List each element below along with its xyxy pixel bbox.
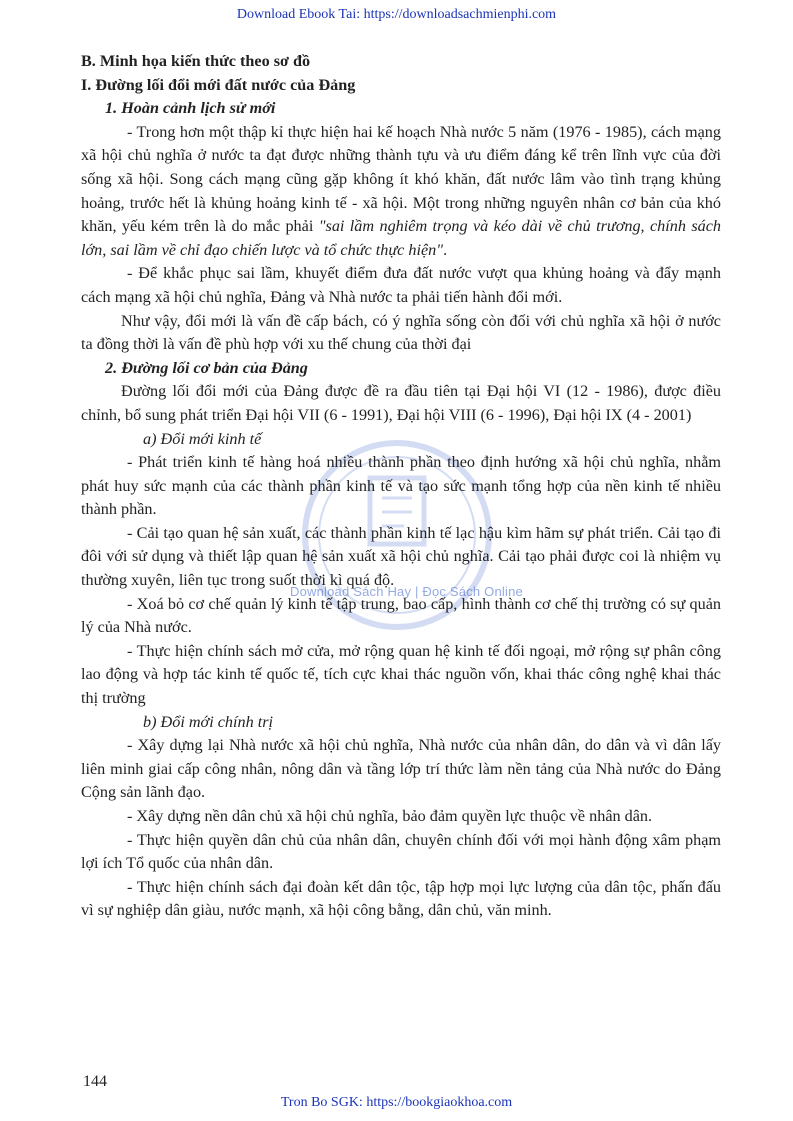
item-b1: - Xây dựng lại Nhà nước xã hội chủ nghĩa, Nhà nước của nhân dân, do dân và vì dân lấy liên minh giai cấp công nhân, nông dân và tầng lớp trí thức làm nền tảng của Nhà nước do Đảng Cộng sản lãnh đạo. [81,736,721,802]
part-title: I. Đường lối đổi mới đất nước của Đảng [81,75,356,94]
item-b3: - Thực hiện quyền dân chủ của nhân dân, chuyên chính đối với mọi hành động xâm phạm lợi ích Tổ quốc của nhân dân. [81,830,721,873]
section-title: B. Minh họa kiến thức theo sơ đồ [81,52,311,70]
paragraph-1-end: . [443,240,448,259]
subsection-title-1: 1. Hoàn cảnh lịch sử mới [105,99,276,118]
page-number: 144 [83,1073,107,1090]
item-a1: - Phát triển kinh tế hàng hoá nhiều thành phần theo định hướng xã hội chủ nghĩa, nhằm phát huy sức mạnh của các thành phần kinh tế và tạo sức mạnh tổng hợp của nền kinh tế nhiều thành phần. [81,453,721,519]
item-b2: - Xây dựng nền dân chủ xã hội chủ nghĩa, bảo đảm quyền lực thuộc về nhân dân. [127,807,653,825]
paragraph-1-quote: "sai lầm nghiêm trọng và kéo dài về chủ trương, chính sách lớn, sai lầm về chỉ đạo chiến lược và tổ chức thực hiện" [81,217,721,259]
subheading-b: b) Đổi mới chính trị [143,712,274,731]
watermark-text: Download Sách Hay | Đọc Sách Online [290,584,523,599]
item-b4: - Thực hiện chính sách đại đoàn kết dân tộc, tập hợp mọi lực lượng của dân tộc, phấn đấu vì sự nghiệp dân giàu, nước mạnh, xã hội công bằng, dân chủ, văn minh. [81,877,721,920]
paragraph-3: Như vậy, đổi mới là vấn đề cấp bách, có ý nghĩa sống còn đối với chủ nghĩa xã hội ở nước ta đồng thời là vấn đề phù hợp với xu thế chung của thời đại [81,311,721,354]
paragraph-1-text: - Trong hơn một thập kỉ thực hiện hai kế hoạch Nhà nước 5 năm (1976 - 1985), cách mạng xã hội chủ nghĩa ở nước ta đạt được những thành tựu và ưu điểm đáng kể trên lĩnh vực của đời sống xã hội. Song cách mạng cũng gặp không ít khó khăn, đất nước lâm vào tình trạng khủng hoảng, trước hết là khủng hoảng kinh tế - xã hội. Một trong những nguyên nhân cơ bản của khó khăn, yếu kém trên là do mắc phải [81,122,721,236]
paragraph-4: Đường lối đổi mới của Đảng được đề ra đầu tiên tại Đại hội VI (12 - 1986), được điều chỉnh, bổ sung phát triển Đại hội VII (6 - 1991), Đại hội VIII (6 - 1996), Đại hội IX (4 - 2001) [81,382,721,424]
footer-sgk-link[interactable]: Tron Bo SGK: https://bookgiaokhoa.com [280,1095,513,1110]
item-a4: - Thực hiện chính sách mở cửa, mở rộng quan hệ kinh tế đối ngoại, mở rộng sự phân công lao động và hợp tác kinh tế quốc tế, tích cực khai thác nguồn vốn, khai thác công nghệ khai thác thị trường [81,641,721,708]
subheading-a: a) Đổi mới kinh tế [143,429,262,448]
subsection-title-2: 2. Đường lối cơ bản của Đảng [105,358,308,377]
item-a3: - Xoá bỏ cơ chế quản lý kinh tế tập trung, bao cấp, hình thành cơ chế thị trường có sự quản lý của Nhà nước. [81,594,721,637]
paragraph-1 [81,121,721,263]
paragraph-2: - Để khắc phục sai lầm, khuyết điểm đưa đất nước vượt qua khủng hoảng và đẩy mạnh cách mạng xã hội chủ nghĩa, Đảng và Nhà nước ta phải tiến hành đổi mới. [81,264,721,306]
item-a2: - Cải tạo quan hệ sản xuất, các thành phần kinh tế lạc hậu kìm hãm sự phát triển. Cải tạo đi đôi với sử dụng và thiết lập quan hệ sản xuất xã hội chủ nghĩa. Cải tạo phải được coi là nhiệm vụ thường xuyên, liên tục trong suốt thời kì quá độ. [81,523,721,590]
page-content [81,50,721,923]
header-download-link[interactable]: Download Ebook Tai: https://downloadsachmienphi.com [236,7,557,22]
